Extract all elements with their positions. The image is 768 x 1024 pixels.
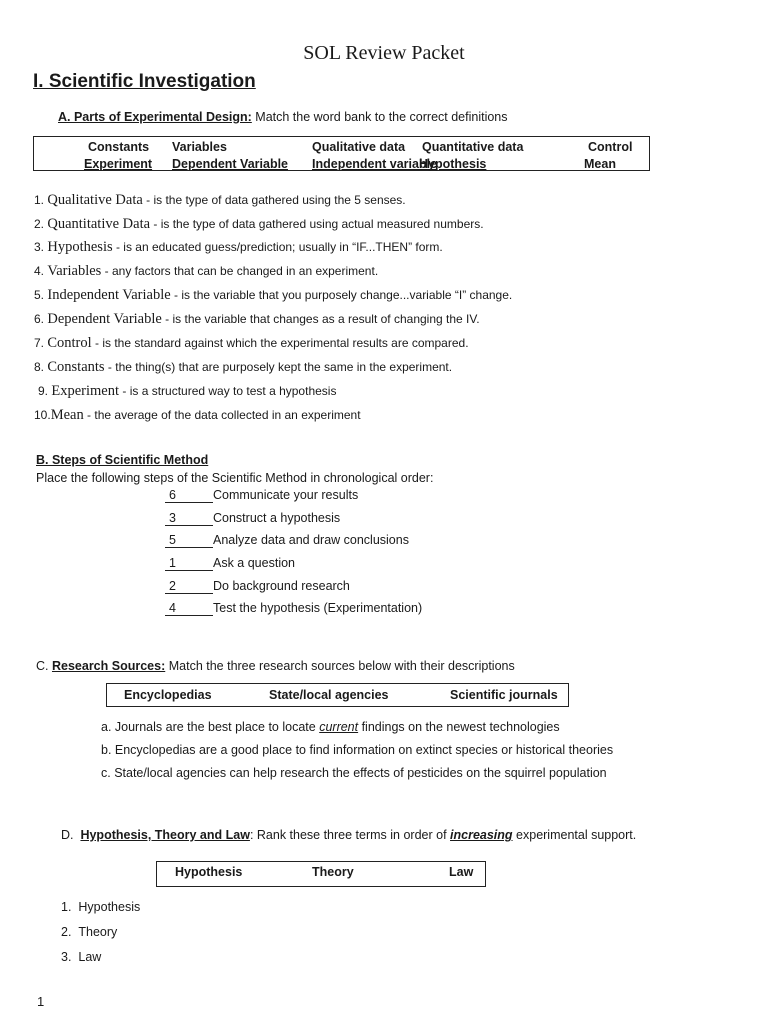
description-emphasis: current	[319, 720, 359, 734]
ranking-item	[61, 950, 101, 964]
part-d-prefix: D.	[61, 828, 74, 842]
ranking-item	[61, 900, 140, 914]
part-a-instructions: Match the word bank to the correct definitions	[255, 110, 508, 124]
definition-text: is the type of data gathered using the 5 senses.	[153, 193, 406, 207]
definition-number: 5.	[34, 288, 45, 302]
source-item: Encyclopedias	[124, 688, 212, 702]
sources-box	[106, 683, 569, 707]
definition-number: 4.	[34, 264, 45, 278]
ranking-text: Theory	[78, 925, 118, 939]
part-b-label: B. Steps of Scientific Method	[36, 453, 209, 467]
step-number-blank: 6	[165, 489, 213, 503]
definition-item: 5. Independent Variable - is the variable that you purposely change...variable “I” change.	[34, 287, 513, 303]
part-d-heading	[61, 828, 636, 842]
part-d-instr: : Rank these three terms in order of	[249, 828, 451, 842]
part-b-instructions: Place the following steps of the Scientific Method in chronological order:	[36, 471, 434, 485]
step-item	[165, 601, 422, 616]
page-title: SOL Review Packet	[303, 42, 465, 64]
definition-text: the thing(s) that are purposely kept the same in the experiment.	[115, 360, 453, 374]
definition-term: Quantitative Data	[47, 216, 151, 232]
word-bank-item: Independent variable	[312, 157, 438, 171]
definition-text: is the type of data gathered using actual measured numbers.	[160, 217, 484, 231]
definition-number: 1.	[34, 193, 45, 207]
description-text: a. Journals are the best place to locate	[101, 720, 320, 734]
step-text: Communicate your results	[213, 488, 359, 502]
definition-term: Control	[47, 335, 92, 351]
definition-term: Hypothesis	[47, 239, 113, 255]
definition-item: 3. Hypothesis - is an educated guess/prediction; usually in “IF...THEN” form.	[34, 239, 443, 255]
word-bank-item: Quantitative data	[422, 140, 524, 154]
description-text: findings on the newest technologies	[358, 720, 560, 734]
source-description-b: b. Encyclopedias are a good place to find information on extinct species or historical theories	[101, 743, 614, 757]
step-item	[165, 579, 350, 594]
definition-term: Dependent Variable	[47, 311, 162, 327]
definition-item: 1. Qualitative Data - is the type of data gathered using the 5 senses.	[34, 192, 406, 208]
definition-item: 4. Variables - any factors that can be changed in an experiment.	[34, 263, 379, 279]
definition-term: Constants	[47, 359, 105, 375]
word-bank-item: Variables	[172, 140, 227, 154]
part-a-heading	[58, 110, 508, 124]
ranking-text: Law	[78, 950, 102, 964]
step-number-blank: 2	[165, 580, 213, 594]
part-d-instr-end: experimental support.	[512, 828, 637, 842]
ranking-item	[61, 925, 117, 939]
source-item: State/local agencies	[269, 688, 389, 702]
definition-text: is a structured way to test a hypothesis	[129, 384, 337, 398]
part-d-emphasis: increasing	[450, 828, 513, 842]
word-bank-item: Dependent Variable	[172, 157, 289, 171]
part-c-heading	[36, 659, 515, 673]
definition-term: Experiment	[51, 383, 120, 399]
definition-term: Qualitative Data	[47, 192, 143, 208]
definition-text: any factors that can be changed in an experiment.	[111, 264, 379, 278]
word-bank-item: Mean	[584, 157, 616, 171]
step-number-blank: 1	[165, 557, 213, 571]
word-bank-item: Experiment	[84, 157, 153, 171]
word-bank-item: Constants	[88, 140, 150, 154]
definition-term: Mean	[50, 407, 84, 423]
step-text: Test the hypothesis (Experimentation)	[213, 601, 423, 615]
word-bank-box	[33, 136, 650, 171]
step-item	[165, 556, 295, 571]
page-number: 1	[37, 994, 45, 1009]
step-item	[165, 488, 358, 503]
ranking-number: 1.	[61, 900, 72, 914]
definition-term: Independent Variable	[47, 287, 171, 303]
definition-item: 6. Dependent Variable - is the variable that changes as a result of changing the IV.	[34, 311, 480, 327]
part-c-label: Research Sources:	[51, 659, 166, 673]
part-a-label: A. Parts of Experimental Design:	[58, 110, 252, 124]
step-text: Do background research	[213, 579, 350, 593]
definition-item: 10.Mean - the average of the data collected in an experiment	[34, 407, 361, 423]
step-text: Construct a hypothesis	[213, 511, 341, 525]
part-b-heading	[36, 453, 208, 467]
step-number-blank: 5	[165, 534, 213, 548]
part-c-instructions: Match the three research sources below with their descriptions	[168, 659, 515, 673]
definition-number: 2.	[34, 217, 45, 231]
term-item: Hypothesis	[175, 865, 243, 879]
definition-number: 3.	[34, 240, 45, 254]
step-text: Analyze data and draw conclusions	[213, 533, 409, 547]
definition-item: 8. Constants - the thing(s) that are purposely kept the same in the experiment.	[34, 359, 453, 375]
source-description-a	[101, 720, 560, 734]
step-item	[165, 533, 409, 548]
word-bank-item: Hypothesis	[419, 157, 487, 171]
step-text: Ask a question	[213, 556, 295, 570]
step-number-blank: 3	[165, 512, 213, 526]
step-number-blank: 4	[165, 602, 213, 616]
definition-text: is the variable that you purposely change...variable “I” change.	[181, 288, 513, 302]
part-c-prefix: C.	[36, 659, 49, 673]
definition-item: 7. Control - is the standard against which the experimental results are compared.	[34, 335, 469, 351]
definition-number: 10.	[34, 408, 51, 422]
word-bank-item: Qualitative data	[312, 140, 406, 154]
definition-number: 7.	[34, 336, 45, 350]
step-item	[165, 511, 340, 526]
source-description-c: c. State/local agencies can help research the effects of pesticides on the squirrel population	[101, 766, 607, 780]
source-item: Scientific journals	[450, 688, 558, 702]
definition-item: 2. Quantitative Data - is the type of data gathered using actual measured numbers.	[34, 216, 484, 232]
definition-item: 9. Experiment - is a structured way to test a hypothesis	[38, 383, 337, 399]
definition-text: the average of the data collected in an experiment	[94, 408, 361, 422]
word-bank-item: Control	[588, 140, 633, 154]
ranking-text: Hypothesis	[78, 900, 141, 914]
definition-number: 8.	[34, 360, 45, 374]
definition-term: Variables	[47, 263, 102, 279]
definition-text: is the standard against which the experimental results are compared.	[102, 336, 469, 350]
definition-number: 9.	[38, 384, 49, 398]
ranking-number: 2.	[61, 925, 72, 939]
part-d-label: Hypothesis, Theory and Law	[80, 828, 250, 842]
definition-text: is an educated guess/prediction; usually in “IF...THEN” form.	[123, 240, 443, 254]
term-item: Law	[449, 865, 474, 879]
section-heading: I. Scientific Investigation	[33, 71, 256, 92]
ranking-number: 3.	[61, 950, 72, 964]
definition-text: is the variable that changes as a result of changing the IV.	[172, 312, 480, 326]
definition-number: 6.	[34, 312, 45, 326]
terms-box	[156, 861, 486, 887]
term-item: Theory	[312, 865, 354, 879]
